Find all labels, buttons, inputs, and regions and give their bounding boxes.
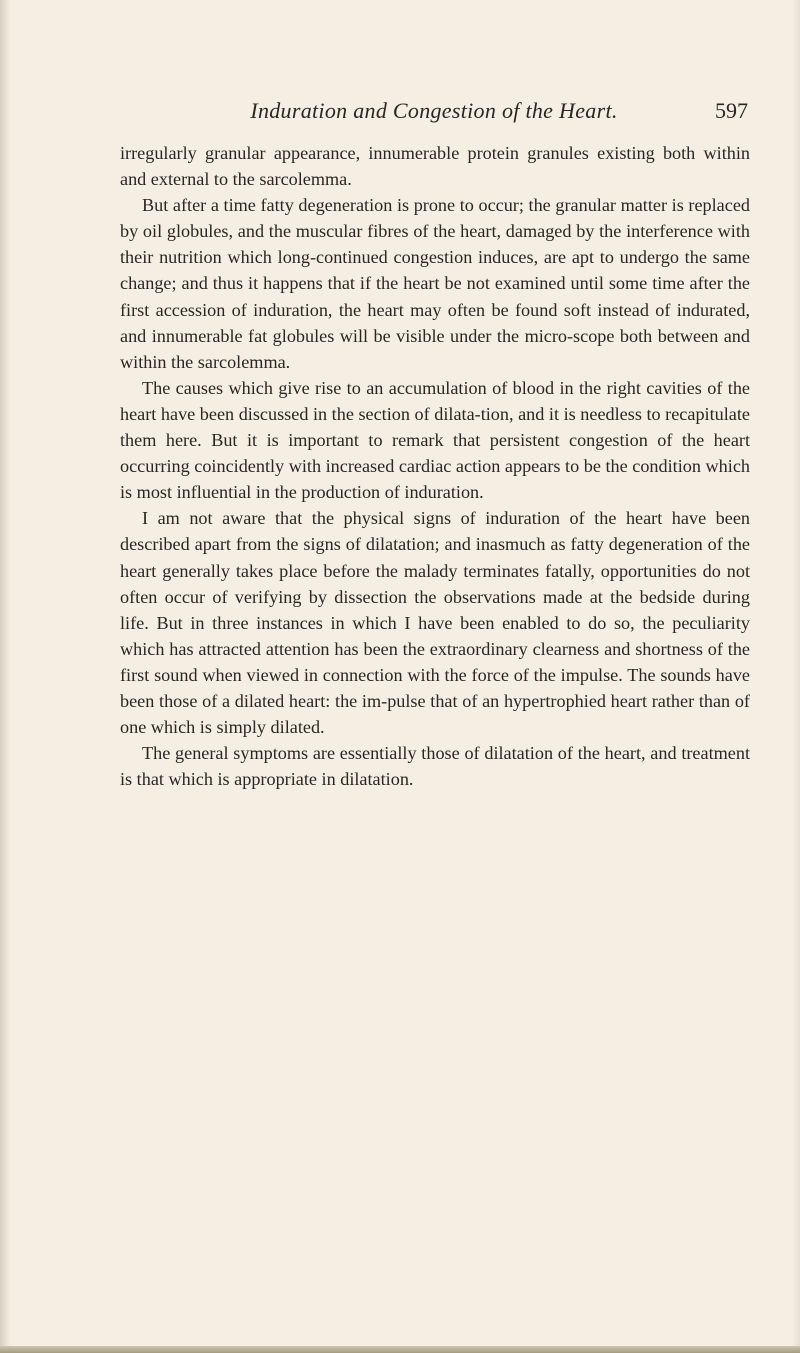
paragraph-1: irregularly granular appearance, innumerable protein granules existing both within and external to the sarcolemma. (120, 143, 750, 190)
paragraph-2: But after a time fatty degeneration is prone to occur; the granular matter is replaced by oil globules, and the muscular fibres of the heart, damaged by the interference with their nutrition which long-continued congestion induces, are apt to undergo the same change; and thus it happens that if the heart be not examined until some time after the first accession of induration, the heart may often be found soft instead of indurated, and innumerable fat globules will be visible under the micro-scope both between and within the sarcolemma. (120, 195, 750, 372)
paragraph-4: I am not aware that the physical signs of induration of the heart have been described apart from the signs of dilatation; and inasmuch as fatty degeneration of the heart generally takes place before the malady terminates fatally, opportunities do not often occur of verifying by dissection the observations made at the bedside during life. But in three instances in which I have been enabled to do so, the peculiarity which has attracted attention has been the extraordinary clearness and shortness of the first sound when viewed in connection with the force of the impulse. The sounds have been those of a dilated heart: the im-pulse that of an hypertrophied heart rather than of one which is simply dilated. (120, 508, 750, 738)
page-header (120, 96, 748, 130)
body-text (120, 140, 750, 792)
paragraph-5: The general symptoms are essentially those of dilatation of the heart, and treatment is that which is appropriate in dilatation. (120, 743, 750, 790)
page-bottom-edge (0, 1346, 800, 1353)
page-edge-shadow-right (792, 0, 800, 1353)
paragraph-3: The causes which give rise to an accumulation of blood in the right cavities of the heart have been discussed in the section of dilata-tion, and it is needless to recapitulate them here. But it is important to remark that persistent congestion of the heart occurring coincidently with increased cardiac action appears to be the condition which is most influential in the production of induration. (120, 377, 750, 503)
page-edge-shadow-left (0, 0, 10, 1353)
page-number: 597 (715, 98, 748, 123)
running-title: Induration and Congestion of the Heart. (250, 98, 618, 123)
